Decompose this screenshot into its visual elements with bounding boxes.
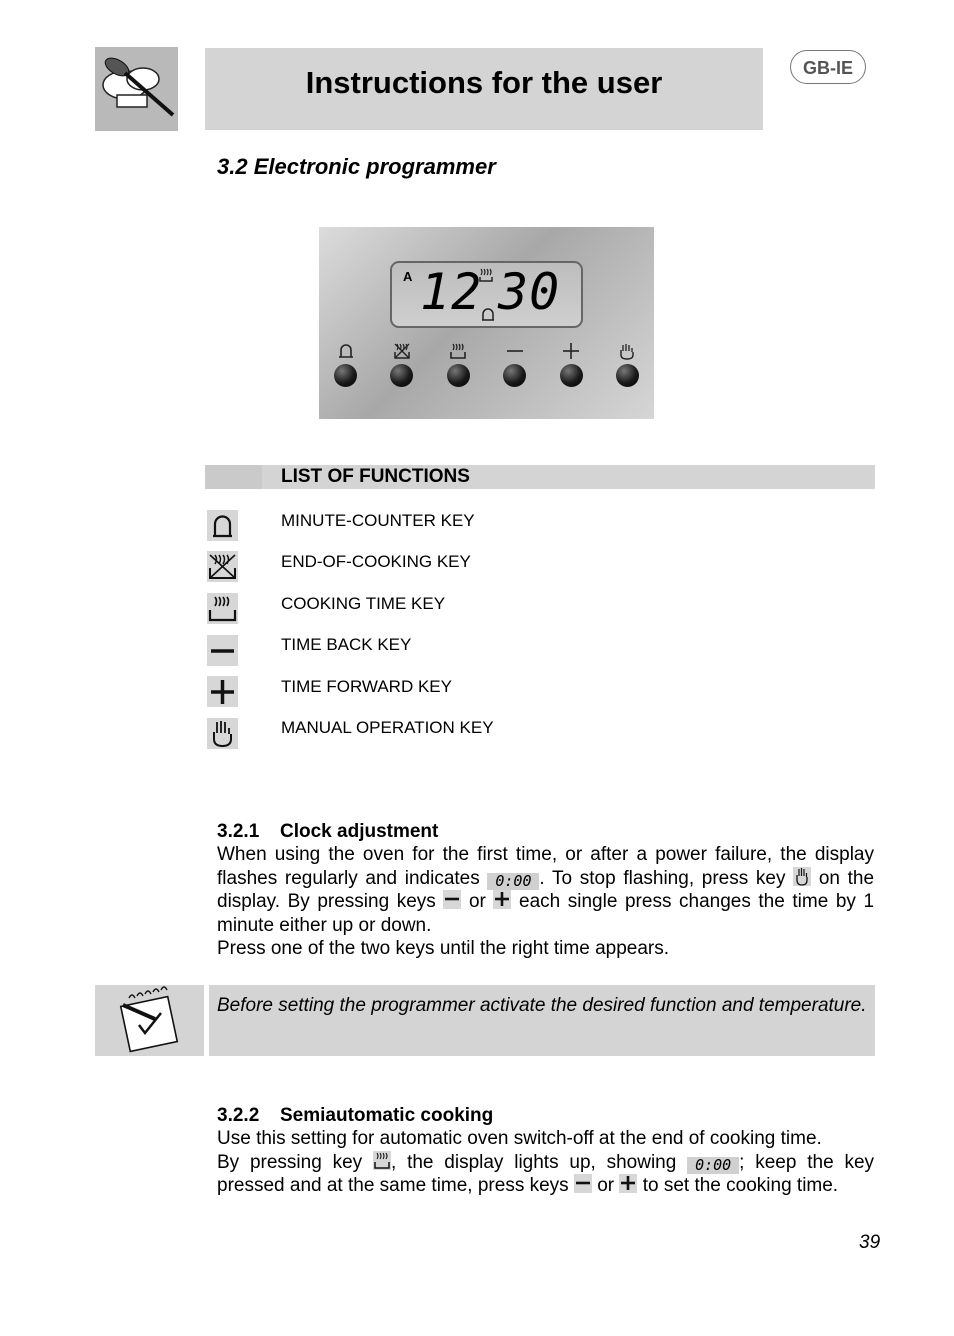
minus-icon [574,1174,592,1193]
display-minutes: 30 [498,263,561,321]
plus-icon [493,890,511,909]
display-indicator-chip: 0:00 [687,1157,739,1174]
list-item: END-OF-COOKING KEY [281,552,471,571]
semiautomatic-heading [217,1105,493,1127]
end-of-cooking-knob [390,364,413,387]
header-bar [205,48,763,130]
panel-hand-icon [618,342,636,360]
section-title: 3.2 Electronic programmer [217,154,496,179]
panel-cooking-time-icon [449,342,467,360]
chef-spoon-icon [95,47,178,131]
plus-icon [207,676,238,707]
panel-end-of-cooking-icon [393,342,411,360]
minus-icon [207,635,238,666]
list-item: TIME BACK KEY [281,635,412,654]
panel-bell-icon [337,342,355,360]
hand-icon [793,867,811,886]
list-item: COOKING TIME KEY [281,594,446,613]
display-cooking-icon [478,267,494,283]
end-of-cooking-icon [207,551,238,582]
manual-operation-knob [616,364,639,387]
chef-logo [95,47,178,131]
heading-title: Clock adjustment [280,821,439,842]
list-item: MINUTE-COUNTER KEY [281,511,475,530]
time-forward-knob [560,364,583,387]
semiautomatic-text: Use this setting for automatic oven switch-off at the end of cooking time. By pressing key , the display lights up, showing 0:00 ; keep the key pressed and at the same time, press keys or to set the cooking time. [217,1128,875,1196]
clock-adjustment-text: When using the oven for the first time, or after a power failure, the display flashes regularly and indicates 0:00 . To stop flashing, press key on the display. By pressing keys or each single press changes the time by 1 minute either up or down. Press one of the two keys until the right time appears. [217,844,875,959]
cooking-time-knob [447,364,470,387]
heading-number: 3.2.2 [217,1105,260,1126]
display-mode-letter: A [403,269,413,284]
time-back-knob [503,364,526,387]
region-badge: GB-IE [790,50,866,84]
minute-counter-knob [334,364,357,387]
note-icon-box [95,985,204,1056]
plus-icon [619,1174,637,1193]
heading-number: 3.2.1 [217,821,260,842]
list-of-functions-title: LIST OF FUNCTIONS [281,466,470,487]
page-title: Instructions for the user [305,65,663,100]
list-of-functions-bar-left [205,465,262,489]
page-number: 39 [859,1232,881,1253]
panel-plus-icon [562,342,580,360]
display-hours: 12 [420,263,483,321]
note-text: Before setting the programmer activate the desired function and temperature. [217,995,867,1016]
bell-icon [207,510,238,541]
display-indicator-chip: 0:00 [487,873,539,890]
programmer-display [390,261,583,328]
hand-icon [207,718,238,749]
list-item: TIME FORWARD KEY [281,677,452,696]
minus-icon [443,890,461,909]
panel-minus-icon [506,342,524,360]
notepad-pencil-icon [95,985,204,1056]
cooking-time-icon [373,1151,391,1170]
heading-title: Semiautomatic cooking [280,1105,494,1126]
list-item: MANUAL OPERATION KEY [281,718,494,737]
display-bell-icon [481,307,495,323]
clock-adjustment-heading [217,821,438,843]
cooking-time-icon [207,593,238,624]
